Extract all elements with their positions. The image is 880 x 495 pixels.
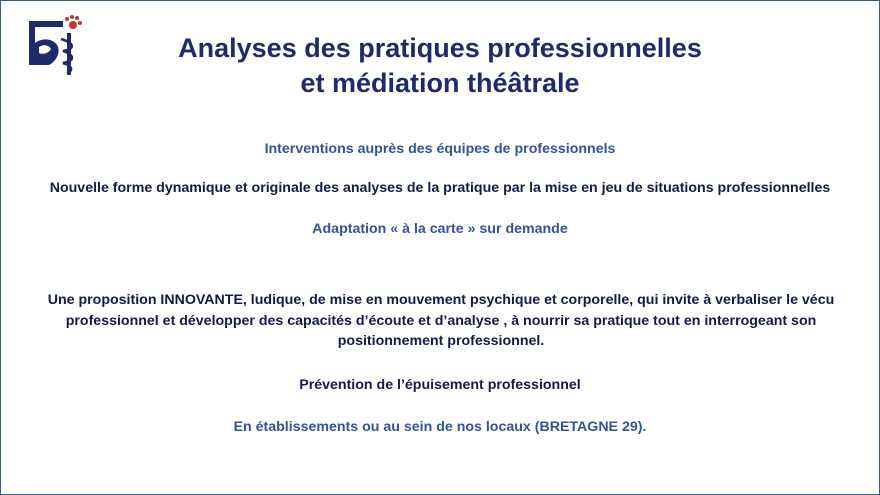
slide-title (1, 31, 879, 101)
subtitle: Interventions auprès des équipes de professionnels (264, 141, 616, 157)
title-line-2: et médiation théâtrale (300, 68, 580, 98)
proposition-paragraph (41, 290, 841, 352)
prevention-note: Prévention de l’épuisement professionnel (299, 377, 581, 393)
description: Nouvelle forme dynamique et originale des analyses de la pratique par la mise en jeu de situations professionnelles (49, 180, 831, 196)
proposition-line-3: positionnement professionnel. (337, 333, 545, 349)
title-line-1: Analyses des pratiques professionnelles (178, 33, 702, 63)
adaptation-note: Adaptation « à la carte » sur demande (312, 221, 568, 237)
proposition-line-1: Une proposition INNOVANTE, ludique, de mise en mouvement psychique et corporelle, qui invite à verbaliser le vécu (47, 292, 835, 308)
proposition-line-2: professionnel et développer des capacités d’écoute et d’analyse , à nourrir sa pratique tout en interrogeant son (65, 312, 817, 329)
location-note: En établissements ou au sein de nos locaux (BRETAGNE 29). (233, 419, 647, 435)
